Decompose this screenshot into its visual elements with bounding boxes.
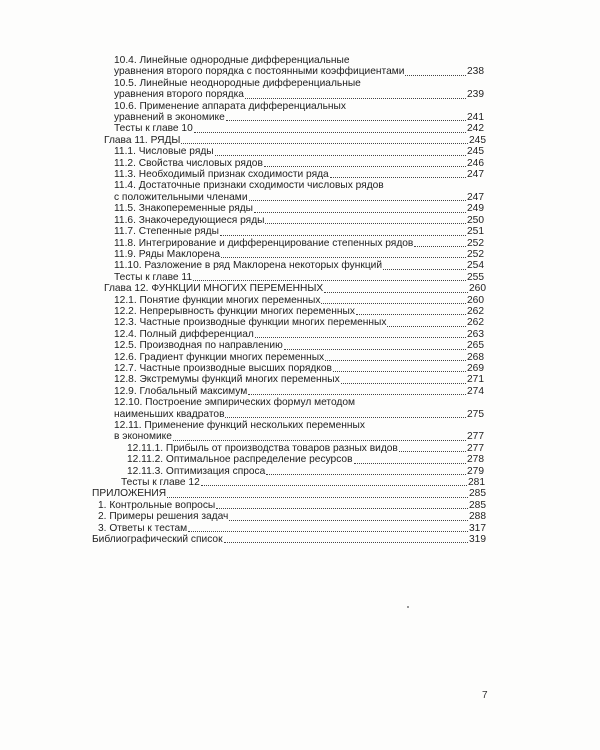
toc-entry-page: 250 (467, 214, 484, 226)
toc-entry (114, 260, 484, 271)
toc-entry (114, 215, 484, 226)
toc-entry-page: 268 (467, 351, 484, 363)
dot-leader (225, 417, 466, 418)
toc-entry-page: 247 (467, 169, 484, 181)
toc-entry-page: 251 (467, 226, 484, 238)
toc-entry-page: 269 (467, 362, 484, 374)
toc-entry (114, 192, 484, 203)
toc-entry-title: 11.10. Разложение в ряд Маклорена некоторых функций (114, 260, 383, 272)
toc-entry-title: 12.4. Полный дифференциал (114, 328, 254, 340)
toc-entry-title: 11.6. Знакочередующиеся ряды (114, 214, 265, 226)
toc-entry-page: 262 (467, 305, 484, 317)
dot-leader (229, 520, 468, 521)
dot-leader (405, 75, 466, 76)
toc-entry-title: 12.11.2. Оптимальное распределение ресурсов (127, 454, 353, 466)
dot-leader (201, 485, 467, 486)
toc-entry (114, 112, 484, 123)
dot-leader (216, 508, 468, 509)
toc-entry-page: 278 (467, 454, 484, 466)
toc-entry (104, 283, 486, 294)
toc-entry (114, 409, 484, 420)
toc-entry (114, 295, 484, 306)
toc-entry-page: 245 (469, 134, 486, 146)
toc-entry-title-line: 12.11. Применение функций нескольких переменных (114, 420, 365, 431)
toc-entry (114, 306, 484, 317)
toc-entry-title: 12.1. Понятие функции многих переменных (114, 294, 321, 306)
toc-entry (98, 523, 486, 534)
toc-entry-title: 12.3. Частные производные функции многих переменных (114, 317, 387, 329)
toc-entry-title: 2. Примеры решения задач (98, 511, 229, 523)
dot-leader (248, 394, 466, 395)
toc-entry-title: 12.5. Производная по направлению (114, 340, 283, 352)
toc-entry-title: 11.5. Знакопеременные ряды (114, 203, 254, 215)
dot-leader (341, 383, 466, 384)
toc-entry-title: 12.6. Градиент функции многих переменных (114, 351, 325, 363)
dot-leader (215, 155, 466, 156)
toc-entry-title: Глава 12. ФУНКЦИИ МНОГИХ ПЕРЕМЕННЫХ (104, 283, 324, 295)
toc-entry (114, 89, 484, 100)
toc-entry-title: 11.7. Степенные ряды (114, 226, 219, 238)
toc-entry (114, 238, 484, 249)
scan-speck (407, 606, 409, 608)
toc-entry-title-line: 12.10. Построение эмпирических формул методом (114, 397, 356, 409)
toc-entry-title: 11.3. Необходимый признак сходимости ряда (114, 169, 329, 181)
toc-entry-page: 242 (467, 123, 484, 135)
toc-entry-page: 277 (467, 431, 484, 443)
dot-leader (221, 257, 466, 258)
dot-leader (249, 200, 466, 201)
toc-entry-title: Глава 11. РЯДЫ (104, 134, 181, 146)
toc-entry-page: 247 (467, 191, 484, 203)
toc-entry-page: 245 (467, 146, 484, 158)
toc-entry-title-line: 11.4. Достаточные признаки сходимости числовых рядов (114, 180, 384, 192)
toc-entry (92, 534, 486, 545)
toc-entry-title: 12.8. Экстремумы функций многих переменных (114, 374, 340, 386)
toc-entry-page: 285 (469, 499, 486, 511)
dot-leader (188, 531, 468, 532)
toc-entry-page: 239 (467, 89, 484, 101)
toc-entry (114, 329, 484, 340)
toc-entry-title: 11.9. Ряды Маклорена (114, 248, 220, 260)
toc-entry-page: 254 (467, 260, 484, 272)
toc-entry-title: 11.8. Интегрирование и дифференцирование степенных рядов (114, 237, 414, 249)
toc-entry-title: Библиографический список (92, 534, 223, 546)
dot-leader (193, 280, 466, 281)
toc-entry-title: уравнений в экономике (114, 112, 225, 124)
toc-entry-title: в экономике (114, 431, 172, 443)
toc-entry-title: 3. Ответы к тестам (98, 522, 188, 534)
toc-entry-page: 252 (467, 237, 484, 249)
dot-leader (325, 360, 466, 361)
toc-entry-page: 279 (467, 465, 484, 477)
dot-leader (356, 314, 466, 315)
toc-entry-page: 288 (469, 511, 486, 523)
toc-entry (114, 66, 484, 77)
toc-entry-page: 262 (467, 317, 484, 329)
dot-leader (324, 292, 468, 293)
toc-entry-page: 271 (467, 374, 484, 386)
toc-entry-title: 11.1. Числовые ряды (114, 146, 214, 158)
table-of-contents (0, 55, 600, 545)
toc-entry (114, 363, 484, 374)
toc-entry-title: Тесты к главе 10 (114, 123, 193, 135)
toc-entry-title: 12.2. Непрерывность функции многих переменных (114, 305, 355, 317)
toc-entry (114, 158, 484, 169)
dot-leader (333, 371, 466, 372)
toc-entry (114, 431, 484, 442)
dot-leader (220, 235, 466, 236)
toc-entry-page: 255 (467, 271, 484, 283)
dot-leader (224, 542, 468, 543)
toc-entry-title-line: 10.4. Линейные однородные дифференциальные (114, 55, 350, 66)
toc-entry-title: с положительными членами (114, 191, 248, 203)
toc-entry (114, 226, 484, 237)
toc-entry-title: 12.9. Глобальный максимум (114, 385, 248, 397)
toc-entry (98, 500, 486, 511)
toc-entry-page: 263 (467, 328, 484, 340)
dot-leader (194, 132, 466, 133)
toc-entry-page: 241 (467, 112, 484, 124)
toc-entry (92, 488, 486, 499)
toc-entry-page: 260 (467, 294, 484, 306)
toc-entry (127, 454, 484, 465)
toc-entry-page: 275 (467, 408, 484, 420)
toc-entry (114, 249, 484, 260)
toc-entry (114, 374, 484, 385)
toc-entry-title: ПРИЛОЖЕНИЯ (92, 488, 167, 500)
toc-entry (127, 443, 484, 454)
toc-entry-title: 1. Контрольные вопросы (98, 499, 216, 511)
toc-entry-title: 12.11.1. Прибыль от производства товаров разных видов (127, 442, 398, 454)
toc-entry-title: Тесты к главе 11 (114, 271, 192, 283)
toc-entry-title: 12.7. Частные производные высших порядков (114, 362, 332, 374)
toc-entry-title: уравнения второго порядка с постоянными коэффициентами (114, 66, 405, 78)
toc-entry-title: уравнения второго порядка (114, 89, 244, 101)
dot-leader (254, 212, 466, 213)
toc-entry-page: 260 (469, 283, 486, 295)
toc-entry-title: наименьших квадратов (114, 408, 225, 420)
toc-entry-page: 252 (467, 248, 484, 260)
dot-leader (245, 98, 466, 99)
toc-entry (114, 317, 484, 328)
toc-entry-page: 265 (467, 340, 484, 352)
toc-entry (114, 386, 484, 397)
toc-entry-page: 281 (468, 477, 485, 489)
dot-leader (264, 166, 466, 167)
dot-leader (387, 326, 466, 327)
dot-leader (383, 269, 466, 270)
toc-entry (114, 340, 484, 351)
dot-leader (226, 120, 466, 121)
toc-entry-page: 317 (469, 522, 486, 534)
dot-leader (330, 177, 466, 178)
toc-entry (98, 511, 486, 522)
toc-entry (104, 135, 486, 146)
dot-leader (255, 337, 466, 338)
toc-entry-title: 11.2. Свойства числовых рядов (114, 157, 263, 169)
toc-entry (127, 466, 484, 477)
toc-entry (121, 477, 485, 488)
toc-entry (114, 169, 484, 180)
toc-entry-page: 285 (469, 488, 486, 500)
dot-leader (266, 474, 466, 475)
toc-entry (114, 203, 484, 214)
dot-leader (399, 451, 466, 452)
toc-entry-page: 246 (467, 157, 484, 169)
dot-leader (265, 223, 466, 224)
toc-entry (114, 123, 484, 134)
dot-leader (414, 246, 466, 247)
dot-leader (181, 143, 468, 144)
toc-entry-page: 249 (467, 203, 484, 215)
dot-leader (354, 463, 466, 464)
toc-entry (114, 352, 484, 363)
dot-leader (321, 303, 466, 304)
toc-entry-page: 277 (467, 442, 484, 454)
toc-entry-title-line: 10.5. Линейные неоднородные дифференциальные (114, 77, 361, 89)
toc-entry-title-line: 10.6. Применение аппарата дифференциальных (114, 100, 346, 112)
toc-entry-title: Тесты к главе 12 (121, 477, 200, 489)
toc-entry (114, 272, 484, 283)
dot-leader (173, 440, 466, 441)
toc-entry-page: 238 (467, 66, 484, 78)
dot-leader (167, 497, 468, 498)
toc-entry-page: 274 (467, 385, 484, 397)
toc-entry-page: 319 (469, 534, 486, 546)
dot-leader (284, 349, 466, 350)
toc-entry (114, 146, 484, 157)
page-number: 7 (482, 690, 488, 701)
toc-entry-title: 12.11.3. Оптимизация спроса (127, 465, 266, 477)
